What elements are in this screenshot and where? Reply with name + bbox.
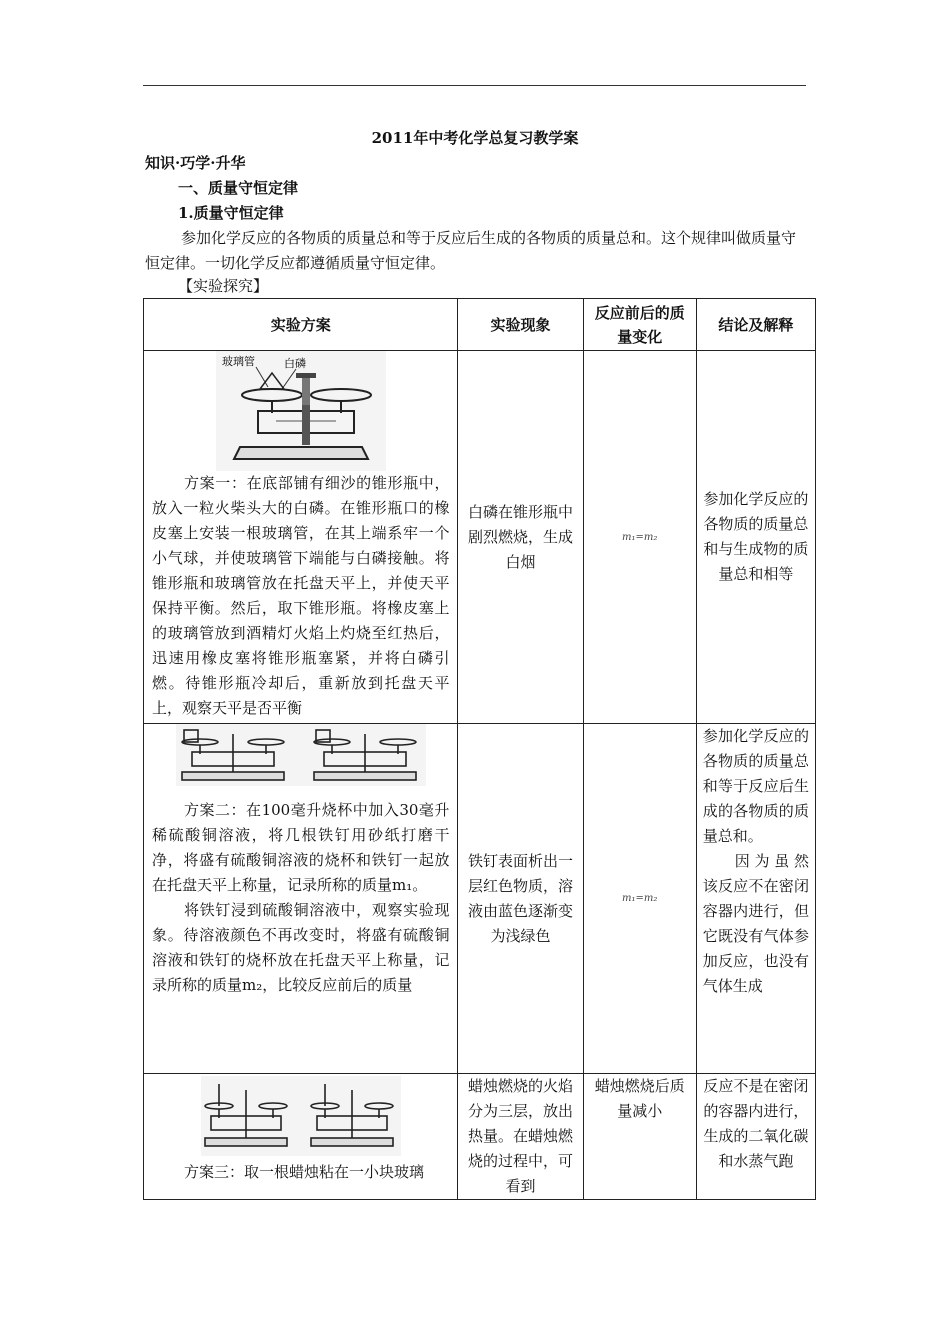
table-row	[144, 724, 816, 1074]
conclusion-cell	[696, 724, 815, 1074]
mass-change-cell: m₁=m₂	[583, 724, 696, 1074]
table-row	[144, 1074, 816, 1200]
document-title: 2011年中考化学总复习教学案	[371, 129, 579, 147]
header-mass-change: 反应前后的质量变化	[583, 299, 696, 351]
plan-text-part1: 方案二：在100毫升烧杯中加入30毫升稀硫酸铜溶液，将几根铁钉用砂纸打磨干净，将盛有硫酸铜溶液的烧杯和铁钉一起放在托盘天平上称量，记录所称的质量m₁。	[152, 801, 450, 894]
conclusion-part2: 因为虽然该反应不在密闭容器内进行，但它既没有气体参加反应，也没有气体生成	[702, 852, 809, 995]
header-rule	[143, 85, 806, 86]
plan-text: 方案一：在底部铺有细沙的锥形瓶中，放入一粒火柴头大的白磷。在锥形瓶口的橡皮塞上安装一根玻璃管，在其上端系牢一个小气球，并使玻璃管下端能与白磷接触。将锥形瓶和玻璃管放在托盘天平上，并使天平保持平衡。然后，取下锥形瓶。将橡皮塞上的玻璃管放到酒精灯火焰上灼烧至红热后，迅速用橡皮塞将锥形瓶塞紧，并将白磷引燃。待锥形瓶冷却后，重新放到托盘天平上，观察天平是否平衡	[152, 474, 450, 717]
experiment-table	[143, 298, 816, 1200]
conclusion-cell: 反应不是在密闭的容器内进行，生成的二氧化碳和水蒸气跑	[696, 1074, 815, 1200]
candle-balances-figure	[201, 1076, 401, 1156]
mass-change-cell: 蜡烛燃烧后质量减小	[583, 1074, 696, 1200]
phenomenon-cell: 蜡烛燃烧的火焰分为三层，放出热量。在蜡烛燃烧的过程中，可看到	[458, 1074, 583, 1200]
subtitle: 知识·巧学·升华	[145, 154, 246, 172]
plan-cell	[144, 351, 458, 724]
figure-label-white-phosphorus: 白磷	[283, 357, 306, 370]
plan-cell	[144, 1074, 458, 1200]
experiment-label: 【实验探究】	[178, 277, 269, 295]
two-balances-figure	[176, 724, 426, 786]
phenomenon-cell: 铁钉表面析出一层红色物质，溶液由蓝色逐渐变为浅绿色	[458, 724, 583, 1074]
intro-paragraph: 参加化学反应的各物质的质量总和等于反应后生成的各物质的质量总和。这个规律叫做质量守恒定律。一切化学反应都遵循质量守恒定律。	[145, 229, 797, 272]
header-plan: 实验方案	[144, 299, 458, 351]
figure-label-glass-tube: 玻璃管	[221, 355, 255, 368]
plan-cell	[144, 724, 458, 1074]
phenomenon-cell: 白磷在锥形瓶中剧烈燃烧，生成白烟	[458, 351, 583, 724]
plan-text: 方案三：取一根蜡烛粘在一小块玻璃	[184, 1163, 425, 1181]
subsection-heading: 1.质量守恒定律	[178, 204, 284, 222]
table-row	[144, 351, 816, 724]
header-phenomenon: 实验现象	[458, 299, 583, 351]
table-header-row	[144, 299, 816, 351]
mass-change-cell: m₁=m₂	[583, 351, 696, 724]
balance-flask-figure	[216, 351, 386, 471]
plan-text-part2: 将铁钉浸到硫酸铜溶液中，观察实验现象。待溶液颜色不再改变时，将盛有硫酸铜溶液和铁钉的烧杯放在托盘天平上称量，记录所称的质量m₂，比较反应前后的质量	[152, 901, 450, 994]
conclusion-cell: 参加化学反应的各物质的质量总和与生成物的质量总和相等	[696, 351, 815, 724]
section-heading: 一、质量守恒定律	[178, 179, 299, 197]
header-conclusion: 结论及解释	[696, 299, 815, 351]
conclusion-part1: 参加化学反应的各物质的质量总和等于反应后生成的各物质的质量总和。	[702, 727, 809, 845]
